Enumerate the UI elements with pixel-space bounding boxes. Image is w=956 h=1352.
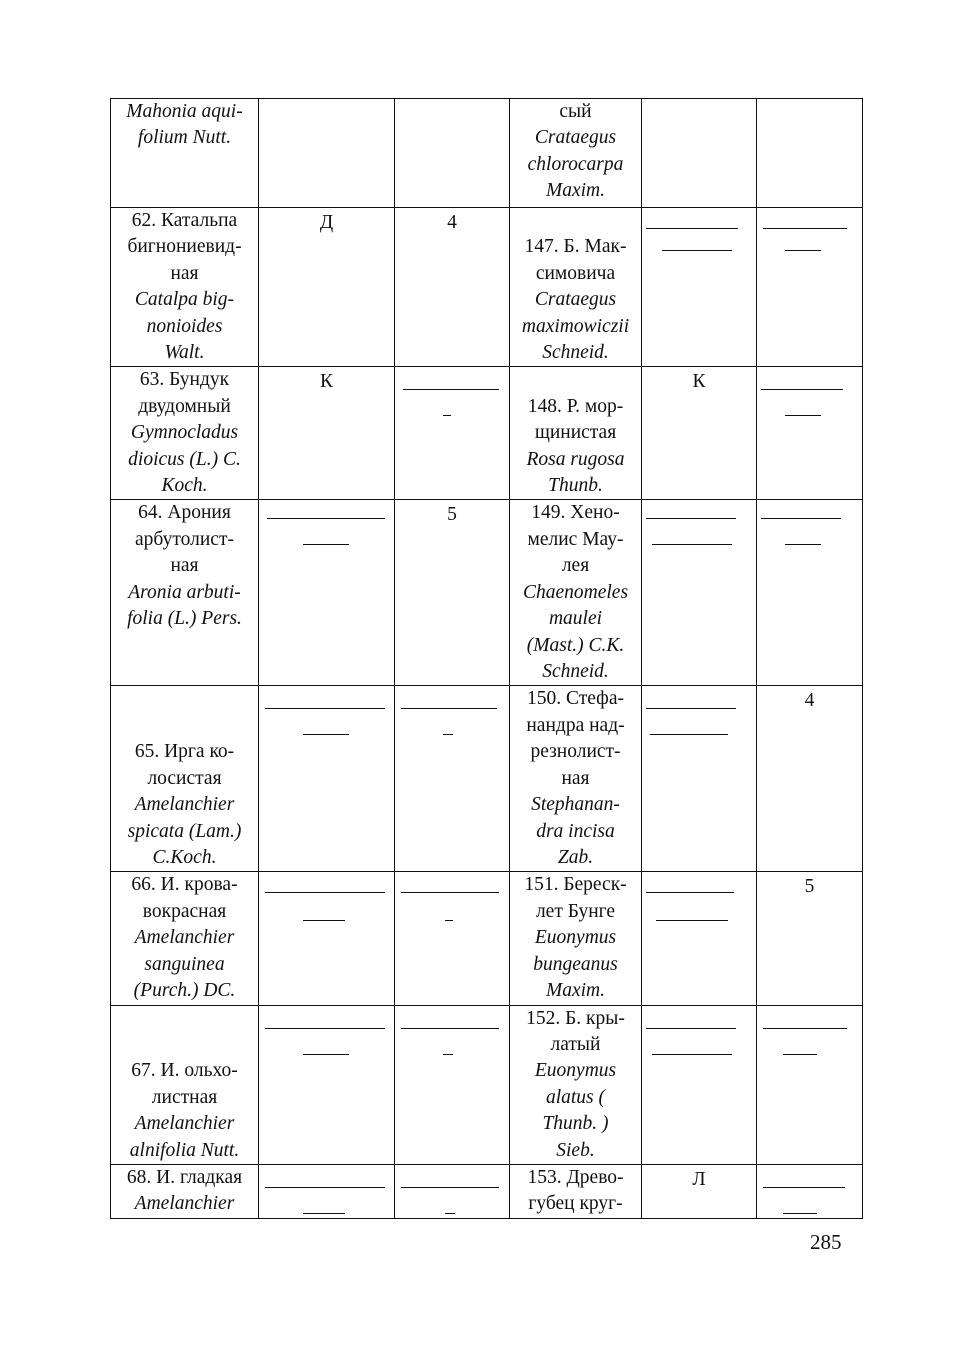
left-species-cell bbox=[111, 99, 259, 208]
right-category-mark: Л bbox=[692, 1168, 706, 1190]
common-name-line: 150. Стефа- bbox=[527, 688, 624, 710]
common-name-line: 64. Арония bbox=[138, 502, 231, 524]
no-data-dash bbox=[445, 1213, 455, 1214]
table-row bbox=[111, 1005, 863, 1164]
common-name-line: лосистая bbox=[147, 767, 222, 789]
common-name-line: щинистая bbox=[534, 422, 617, 444]
no-data-dash bbox=[401, 708, 497, 709]
latin-name-line: C.Koch. bbox=[152, 846, 217, 868]
right-category-mark bbox=[642, 208, 756, 210]
common-name-line: ная bbox=[170, 555, 199, 577]
no-data-dash bbox=[650, 734, 728, 735]
right-category-mark bbox=[642, 500, 756, 502]
no-data-dash bbox=[303, 734, 349, 735]
common-name-line: ная bbox=[170, 262, 199, 284]
left-category-cell bbox=[259, 208, 395, 367]
left-category-mark bbox=[259, 99, 394, 101]
no-data-dash bbox=[443, 1054, 453, 1055]
no-data-dash bbox=[303, 920, 345, 921]
right-score-mark bbox=[757, 1006, 862, 1008]
latin-name-line: Crataegus bbox=[534, 289, 617, 311]
right-score-cell bbox=[757, 1005, 863, 1164]
latin-name-line: alatus ( bbox=[545, 1086, 606, 1108]
latin-name-line: bungeanus bbox=[533, 953, 618, 975]
right-species-cell bbox=[510, 686, 642, 872]
common-name-line bbox=[111, 1006, 258, 1032]
common-name-line: ная bbox=[561, 767, 590, 789]
no-data-dash bbox=[265, 1187, 385, 1188]
table-row bbox=[111, 99, 863, 208]
left-score-cell bbox=[395, 500, 510, 686]
latin-name-line: Sieb. bbox=[556, 1139, 595, 1161]
no-data-dash bbox=[652, 544, 732, 545]
common-name-line: 63. Бундук bbox=[139, 369, 230, 391]
table-row bbox=[111, 367, 863, 500]
no-data-dash bbox=[763, 1028, 847, 1029]
common-name-line: сый bbox=[559, 101, 592, 122]
right-category-mark bbox=[642, 872, 756, 874]
no-data-dash bbox=[646, 1028, 736, 1029]
right-score-mark bbox=[757, 367, 862, 369]
table-row bbox=[111, 686, 863, 872]
right-score-mark: 4 bbox=[804, 690, 815, 712]
latin-name-line: Euonymus bbox=[534, 1060, 617, 1082]
no-data-dash bbox=[783, 1054, 817, 1055]
common-name-line: 66. И. крова- bbox=[131, 874, 238, 896]
common-name-line: двудомный bbox=[138, 395, 231, 417]
common-name-line: резнолист- bbox=[530, 741, 621, 763]
common-name-line: вокрасная bbox=[142, 900, 227, 922]
left-category-mark bbox=[259, 1006, 394, 1008]
left-species-cell bbox=[111, 872, 259, 1005]
common-name-line: 67. И. ольхо- bbox=[131, 1060, 238, 1082]
no-data-dash bbox=[303, 1054, 349, 1055]
species-table bbox=[110, 98, 863, 1219]
left-category-mark: К bbox=[319, 371, 333, 393]
latin-name-line: (Mast.) C.K. bbox=[526, 634, 625, 656]
common-name-line: латый bbox=[550, 1033, 601, 1055]
latin-name-line: maximowiczii bbox=[521, 315, 630, 337]
latin-name-line: Schneid. bbox=[542, 342, 609, 364]
no-data-dash bbox=[401, 1187, 499, 1188]
left-species-cell bbox=[111, 1164, 259, 1218]
latin-name-line: Amelanchier bbox=[134, 794, 235, 816]
latin-name-line: Euonymus bbox=[534, 927, 617, 949]
left-species-cell bbox=[111, 367, 259, 500]
latin-name-line: (Purch.) DC. bbox=[133, 980, 236, 1002]
right-species-cell bbox=[510, 99, 642, 208]
latin-name-line: Rosa rugosa bbox=[526, 448, 625, 470]
right-score-cell bbox=[757, 872, 863, 1005]
common-name-line: лет Бунге bbox=[535, 900, 616, 922]
table-row bbox=[111, 500, 863, 686]
common-name-line bbox=[510, 208, 641, 234]
common-name-line bbox=[510, 367, 641, 393]
left-score-cell bbox=[395, 1164, 510, 1218]
left-category-mark bbox=[259, 500, 394, 502]
no-data-dash bbox=[761, 389, 843, 390]
common-name-line: 147. Б. Мак- bbox=[524, 236, 627, 258]
left-species-cell bbox=[111, 208, 259, 367]
left-category-cell bbox=[259, 99, 395, 208]
left-category-cell bbox=[259, 872, 395, 1005]
right-category-cell bbox=[642, 1005, 757, 1164]
right-category-cell bbox=[642, 208, 757, 367]
latin-name-line: Schneid. bbox=[542, 660, 609, 682]
left-category-cell bbox=[259, 686, 395, 872]
right-category-cell bbox=[642, 872, 757, 1005]
right-species-cell bbox=[510, 208, 642, 367]
right-category-mark bbox=[642, 1006, 756, 1008]
left-category-cell bbox=[259, 1005, 395, 1164]
common-name-line: нандра над- bbox=[526, 714, 625, 736]
page-number: 285 bbox=[810, 1230, 842, 1254]
table-body bbox=[111, 99, 863, 1219]
latin-name-line: Thunb. ) bbox=[542, 1113, 609, 1135]
latin-name-line: Thunb. bbox=[548, 475, 603, 497]
left-score-cell bbox=[395, 208, 510, 367]
common-name-line: лея bbox=[561, 555, 590, 577]
common-name-line: симовича bbox=[535, 262, 616, 284]
left-score-cell bbox=[395, 367, 510, 500]
left-score-mark bbox=[395, 1165, 509, 1167]
left-species-cell bbox=[111, 1005, 259, 1164]
latin-name-line: maulei bbox=[548, 608, 603, 630]
right-category-mark bbox=[642, 686, 756, 688]
common-name-line: 65. Ирга ко- bbox=[134, 741, 235, 763]
latin-name-line: Aronia arbuti- bbox=[128, 581, 241, 603]
no-data-dash bbox=[652, 1054, 732, 1055]
no-data-dash bbox=[303, 544, 349, 545]
right-score-mark bbox=[757, 500, 862, 502]
no-data-dash bbox=[646, 708, 736, 709]
right-score-cell bbox=[757, 208, 863, 367]
latin-name-line: folium Nutt. bbox=[137, 127, 232, 149]
no-data-dash bbox=[785, 250, 821, 251]
right-species-cell bbox=[510, 872, 642, 1005]
right-species-cell bbox=[510, 367, 642, 500]
right-score-mark bbox=[757, 1165, 862, 1167]
no-data-dash bbox=[646, 892, 734, 893]
left-score-mark bbox=[395, 99, 509, 101]
right-score-cell bbox=[757, 1164, 863, 1218]
common-name-line bbox=[111, 713, 258, 739]
left-score-mark: 5 bbox=[447, 504, 457, 526]
right-category-mark: К bbox=[692, 371, 706, 393]
no-data-dash bbox=[763, 228, 847, 229]
latin-name-line: Amelanchier bbox=[134, 1113, 235, 1135]
no-data-dash bbox=[445, 920, 453, 921]
latin-name-line: Crataegus bbox=[534, 127, 617, 149]
left-score-mark bbox=[395, 367, 509, 369]
latin-name-line: Koch. bbox=[161, 475, 208, 497]
common-name-line: 153. Древо- bbox=[527, 1166, 624, 1188]
left-category-cell bbox=[259, 367, 395, 500]
common-name-line bbox=[111, 1032, 258, 1058]
right-category-cell bbox=[642, 686, 757, 872]
left-category-mark bbox=[259, 1165, 394, 1167]
no-data-dash bbox=[401, 1028, 499, 1029]
right-category-cell bbox=[642, 1164, 757, 1218]
no-data-dash bbox=[401, 892, 499, 893]
latin-name-line: Stephanan- bbox=[531, 794, 620, 816]
latin-name-line: folia (L.) Pers. bbox=[127, 608, 242, 630]
no-data-dash bbox=[763, 1187, 845, 1188]
right-score-cell bbox=[757, 500, 863, 686]
right-category-cell bbox=[642, 367, 757, 500]
right-score-mark: 5 bbox=[804, 876, 815, 898]
right-score-cell bbox=[757, 686, 863, 872]
left-score-mark bbox=[395, 1006, 509, 1008]
left-species-cell bbox=[111, 686, 259, 872]
no-data-dash bbox=[443, 415, 451, 416]
right-species-cell bbox=[510, 1005, 642, 1164]
left-score-cell bbox=[395, 1005, 510, 1164]
common-name-line: мелис Мау- bbox=[527, 528, 624, 550]
latin-name-line: alnifolia Nutt. bbox=[129, 1139, 240, 1161]
common-name-line: губец круг- bbox=[528, 1193, 623, 1215]
latin-name-line: dra incisa bbox=[536, 820, 615, 842]
left-score-cell bbox=[395, 99, 510, 208]
no-data-dash bbox=[265, 1028, 385, 1029]
latin-name-line: spicata (Lam.) bbox=[127, 820, 242, 842]
no-data-dash bbox=[646, 228, 738, 229]
right-species-cell bbox=[510, 500, 642, 686]
no-data-dash bbox=[785, 544, 821, 545]
no-data-dash bbox=[785, 415, 821, 416]
left-category-cell bbox=[259, 500, 395, 686]
latin-name-line: Maxim. bbox=[545, 180, 606, 202]
latin-name-line: Zab. bbox=[557, 846, 594, 868]
latin-name-line: Maxim. bbox=[545, 980, 606, 1002]
table-row bbox=[111, 208, 863, 367]
right-score-cell bbox=[757, 99, 863, 208]
common-name-line: 151. Береск- bbox=[524, 874, 627, 896]
latin-name-line: Mahonia aqui- bbox=[126, 101, 243, 122]
no-data-dash bbox=[403, 389, 499, 390]
latin-name-line: Walt. bbox=[164, 342, 205, 364]
left-species-cell bbox=[111, 500, 259, 686]
latin-name-line: Amelanchier bbox=[134, 1193, 235, 1215]
no-data-dash bbox=[656, 920, 728, 921]
right-category-mark bbox=[642, 99, 756, 101]
common-name-line: 68. И. гладкая bbox=[126, 1166, 243, 1188]
common-name-line: 148. Р. мор- bbox=[527, 395, 624, 417]
no-data-dash bbox=[265, 892, 385, 893]
common-name-line: листная bbox=[151, 1086, 218, 1108]
common-name-line: 149. Хено- bbox=[531, 502, 620, 524]
no-data-dash bbox=[761, 518, 841, 519]
common-name-line bbox=[111, 686, 258, 712]
no-data-dash bbox=[783, 1213, 817, 1214]
latin-name-line: Catalpa big- bbox=[134, 289, 235, 311]
no-data-dash bbox=[662, 250, 732, 251]
left-score-mark: 4 bbox=[447, 212, 457, 233]
left-category-mark bbox=[259, 872, 394, 874]
latin-name-line: nonioides bbox=[146, 315, 223, 337]
latin-name-line: sanguinea bbox=[144, 953, 225, 975]
no-data-dash bbox=[303, 1213, 345, 1214]
common-name-line: арбутолист- bbox=[135, 528, 234, 550]
common-name-line: 152. Б. кры- bbox=[526, 1007, 625, 1029]
left-category-cell bbox=[259, 1164, 395, 1218]
latin-name-line: dioicus (L.) C. bbox=[128, 448, 241, 470]
common-name-line: бигнониевид- bbox=[127, 236, 242, 258]
latin-name-line: Gymnocladus bbox=[130, 422, 239, 444]
left-category-mark: Д bbox=[319, 212, 334, 233]
left-category-mark bbox=[259, 686, 394, 688]
latin-name-line: chlorocarpa bbox=[527, 153, 624, 175]
right-species-cell bbox=[510, 1164, 642, 1218]
no-data-dash bbox=[267, 518, 385, 519]
no-data-dash bbox=[646, 518, 736, 519]
no-data-dash bbox=[443, 734, 453, 735]
left-score-cell bbox=[395, 686, 510, 872]
common-name-line: 62. Катальпа bbox=[131, 210, 238, 231]
right-score-cell bbox=[757, 367, 863, 500]
right-score-mark bbox=[757, 99, 862, 101]
right-category-cell bbox=[642, 99, 757, 208]
table-row bbox=[111, 1164, 863, 1218]
left-score-cell bbox=[395, 872, 510, 1005]
left-score-mark bbox=[395, 686, 509, 688]
latin-name-line: Chaenomeles bbox=[522, 581, 629, 603]
latin-name-line: Amelanchier bbox=[134, 927, 235, 949]
table-row bbox=[111, 872, 863, 1005]
no-data-dash bbox=[265, 708, 385, 709]
right-score-mark bbox=[757, 208, 862, 210]
left-score-mark bbox=[395, 872, 509, 874]
right-category-cell bbox=[642, 500, 757, 686]
